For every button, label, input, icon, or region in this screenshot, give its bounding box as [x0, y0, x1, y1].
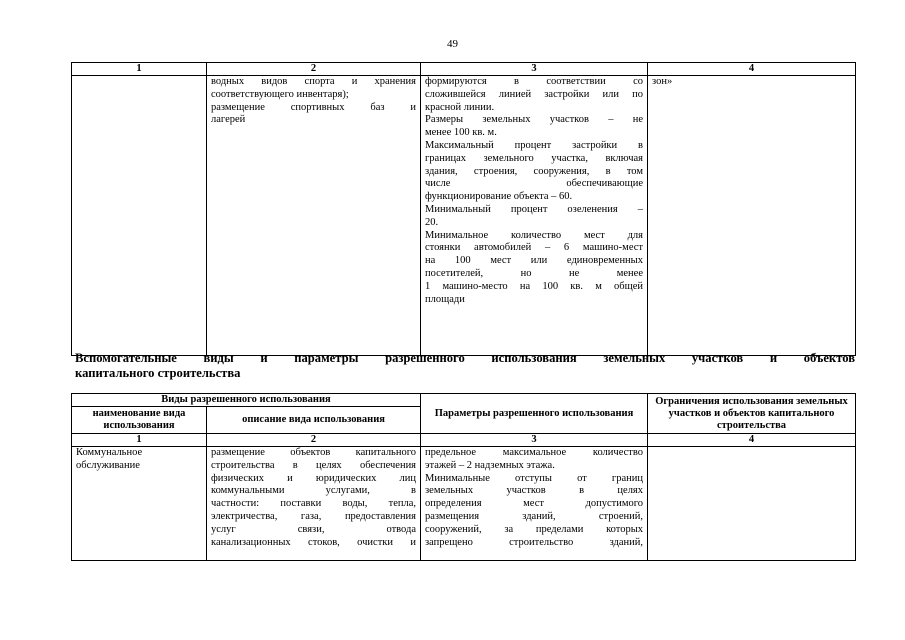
text-line: сооружений, за пределами которых: [425, 523, 644, 535]
column-number-1: 1: [72, 434, 207, 447]
text-line: определения мест допустимого: [425, 498, 644, 510]
text-line: Максимальный процент застройки в: [425, 139, 643, 151]
text-line: Минимальный процент озеленения –: [425, 203, 643, 215]
text-line: Коммунальное: [76, 447, 143, 458]
description-cell: [207, 447, 421, 561]
text-line: запрещено строительство зданий,: [425, 536, 644, 548]
text-line: формируются в соответствии со: [425, 76, 643, 87]
text-line: сложившейся линией застройки или по: [425, 88, 643, 100]
text-line: 20.: [425, 216, 439, 228]
parameter-paragraph: [425, 140, 643, 204]
parameter-paragraph: [425, 114, 643, 140]
restrictions-cell: зон»: [648, 76, 856, 356]
column-number-2: 2: [207, 63, 421, 76]
column-number-4: 4: [648, 63, 856, 76]
column-number-3: 3: [421, 63, 648, 76]
text-line: границах земельного участка, включая: [425, 152, 643, 164]
text-line: функционирование объекта – 60.: [425, 191, 573, 203]
description-text: [211, 76, 416, 127]
text-line: частности: поставки воды, тепла,: [211, 498, 417, 510]
text-line: на 100 мест или единовременных: [425, 255, 643, 267]
text-line: электричества, газа, предоставления: [211, 510, 417, 522]
text-line: здания, строения, сооружения, в том: [425, 165, 643, 177]
text-line: размещение спортивных баз и: [211, 101, 416, 113]
header-group-types: Виды разрешенного использования: [72, 394, 421, 407]
text-line: Размеры земельных участков – не: [425, 114, 643, 126]
table-row: [72, 447, 856, 561]
text-line: водных видов спорта и хранения: [211, 76, 416, 87]
section-heading: [75, 351, 855, 381]
text-line: Минимальные отступы от границ: [425, 472, 644, 484]
text-line: земельных участков в целях: [425, 485, 644, 497]
text-line: Минимальное количество мест для: [425, 229, 643, 241]
text-line: менее 100 кв. м.: [425, 127, 497, 139]
header-parameters: Параметры разрешенного использования: [421, 394, 648, 434]
description-text: [211, 447, 416, 549]
text-line: строительства в целях обеспечения: [211, 459, 417, 471]
column-number-4: 4: [648, 434, 856, 447]
column-number-2: 2: [207, 434, 421, 447]
parameter-paragraph: [425, 473, 643, 550]
column-number-3: 3: [421, 434, 648, 447]
text-line: размещения зданий, строений,: [425, 510, 644, 522]
name-cell: [72, 76, 207, 356]
main-types-table-continuation: [71, 62, 856, 356]
parameter-paragraph: [425, 204, 643, 230]
header-type-description: описание вида использования: [207, 407, 421, 434]
text-line: красной линии.: [425, 101, 495, 113]
column-number-row: [72, 434, 856, 447]
auxiliary-types-table: [71, 393, 856, 561]
header-type-name: наименование вида использования: [72, 407, 207, 434]
text-line: физических и юридических лиц: [211, 472, 417, 484]
parameters-cell: [421, 447, 648, 561]
heading-line: капитального строительства: [75, 366, 241, 380]
heading-line: Вспомогательные виды и параметры разрешенного использования земельных участков и объектов: [75, 351, 855, 365]
text-line: обслуживание: [76, 459, 140, 471]
table-row: [72, 76, 856, 356]
text-line: площади: [425, 293, 465, 305]
restrictions-cell: [648, 447, 856, 561]
text-line: канализационных стоков, очистки и: [211, 536, 417, 548]
text-line: этажей – 2 надземных этажа.: [425, 459, 555, 471]
text-line: 1 машино-место на 100 кв. м общей: [425, 280, 643, 292]
text-line: стоянки автомобилей – 6 машино-мест: [425, 242, 643, 254]
text-line: услуг связи, отвода: [211, 523, 417, 535]
name-cell: [72, 447, 207, 561]
column-number-row: [72, 63, 856, 76]
parameter-paragraph: [425, 230, 643, 307]
text-line: коммунальными услугами, в: [211, 485, 417, 497]
text-line: лагерей: [211, 114, 246, 126]
header-restrictions: Ограничения использования земельных участков и объектов капитального строительства: [648, 394, 856, 434]
parameter-paragraph: [425, 447, 643, 473]
page-number: 49: [447, 38, 458, 50]
text-line: посетителей, но не менее: [425, 267, 643, 279]
description-cell: [207, 76, 421, 356]
text-line: соответствующего инвентаря);: [211, 88, 349, 100]
text-line: предельное максимальное количество: [425, 447, 644, 458]
text-line: размещение объектов капитального: [211, 447, 417, 458]
parameter-paragraph: [425, 76, 643, 114]
header-row: [72, 394, 856, 407]
text-line: числе обеспечивающие: [425, 178, 643, 190]
column-number-1: 1: [72, 63, 207, 76]
parameters-cell: [421, 76, 648, 356]
